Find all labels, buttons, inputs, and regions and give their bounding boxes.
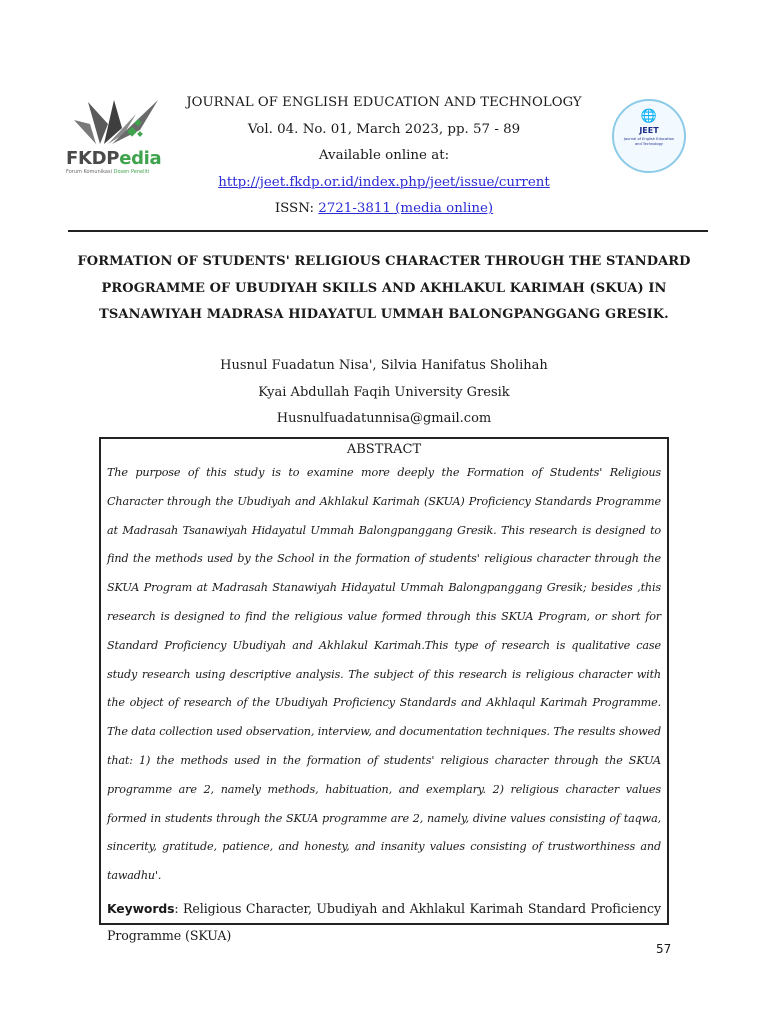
logo-tagline-part1: Forum Komunikasi xyxy=(66,169,112,175)
globe-icon: 🌐 xyxy=(640,109,658,124)
abstract-box xyxy=(99,437,669,943)
jeet-badge-name: JEET xyxy=(639,126,659,135)
authors: Husnul Fuadatun Nisa', Silvia Hanifatus Sholihah xyxy=(220,358,548,373)
article-title: FORMATION OF STUDENTS' RELIGIOUS CHARACTER THROUGH THE STANDARD PROGRAMME OF UBUDIYAH SKILLS AND AKHLAKUL KARIMAH (SKUA) IN TSANAWIYAH MADRASA HIDAYATUL UMMAH BALONGPANGGANG GRESIK. xyxy=(77,254,691,322)
logo-wordmark-part1: FKDP xyxy=(66,148,120,169)
journal-url-link[interactable]: http://jeet.fkdp.or.id/index.php/jeet/issue/current xyxy=(218,174,550,190)
keywords-text: : Religious Character, Ubudiyah and Akhlakul Karimah Standard Proficiency Programme (SKUA) xyxy=(107,900,661,943)
fkdpedia-logo xyxy=(66,94,170,174)
available-online-label: Available online at: xyxy=(318,148,450,163)
journal-header xyxy=(170,90,598,223)
logo-tagline xyxy=(66,169,149,175)
issn-link[interactable]: 2721-3811 (media online) xyxy=(318,201,494,216)
abstract-body: The purpose of this study is to examine more deeply the Formation of Students' Religious Character through the Ubudiyah and Akhlakul Karimah (SKUA) Proficiency Standards Programme at Madrasah Tsanawiyah Hidayatul Ummah Balongpanggang Gresik. This research is designed to find the methods used by the School in the formation of students' religious character through the SKUA Program at Madrasah Stanawiyah Hidayatul Ummah Balongpanggang Gresik; besides ,this research is designed to find the religious value formed through this SKUA Program, or short for Standard Proficiency Ubudiyah and Akhlakul Karimah.This type of research is qualitative case study research using descriptive analysis. The subject of this research is religious character with the object of research of the Ubudiyah Proficiency Standards and Akhlaqul Karimah Programme. The data collection used observation, interview, and documentation techniques. The results showed that: 1) the methods used in the formation of students' religious character through the SKUA programme are 2, namely methods, habituation, and exemplary. 2) religious character values formed in students through the SKUA programme are 2, namely, divine values consisting of taqwa, sincerity, gratitude, patience, and honesty, and insanity values consisting of trustworthiness and tawadhu'. xyxy=(107,466,661,883)
jeet-badge-subtitle: Journal of English Education and Technology xyxy=(623,137,675,146)
keywords xyxy=(107,895,661,949)
leaf-logo-icon xyxy=(66,94,166,148)
author-block xyxy=(100,353,668,433)
author-email: Husnulfuadatunnisa@gmail.com xyxy=(276,411,492,426)
logo-tagline-part2: Dosen Peneliti xyxy=(113,169,150,175)
issn-label: ISSN: xyxy=(274,201,314,216)
keywords-label: Keywords xyxy=(107,900,175,916)
affiliation: Kyai Abdullah Faqih University Gresik xyxy=(258,384,510,400)
journal-volume: Vol. 04. No. 01, March 2023, pp. 57 - 89 xyxy=(247,121,521,137)
jeet-badge xyxy=(612,99,686,173)
journal-title: JOURNAL OF ENGLISH EDUCATION AND TECHNOLOGY xyxy=(186,95,582,110)
logo-wordmark-part2: edia xyxy=(119,148,162,169)
header-divider xyxy=(68,230,708,232)
page-number: 57 xyxy=(656,942,672,956)
abstract-heading: ABSTRACT xyxy=(346,442,422,457)
logo-wordmark xyxy=(66,148,161,169)
